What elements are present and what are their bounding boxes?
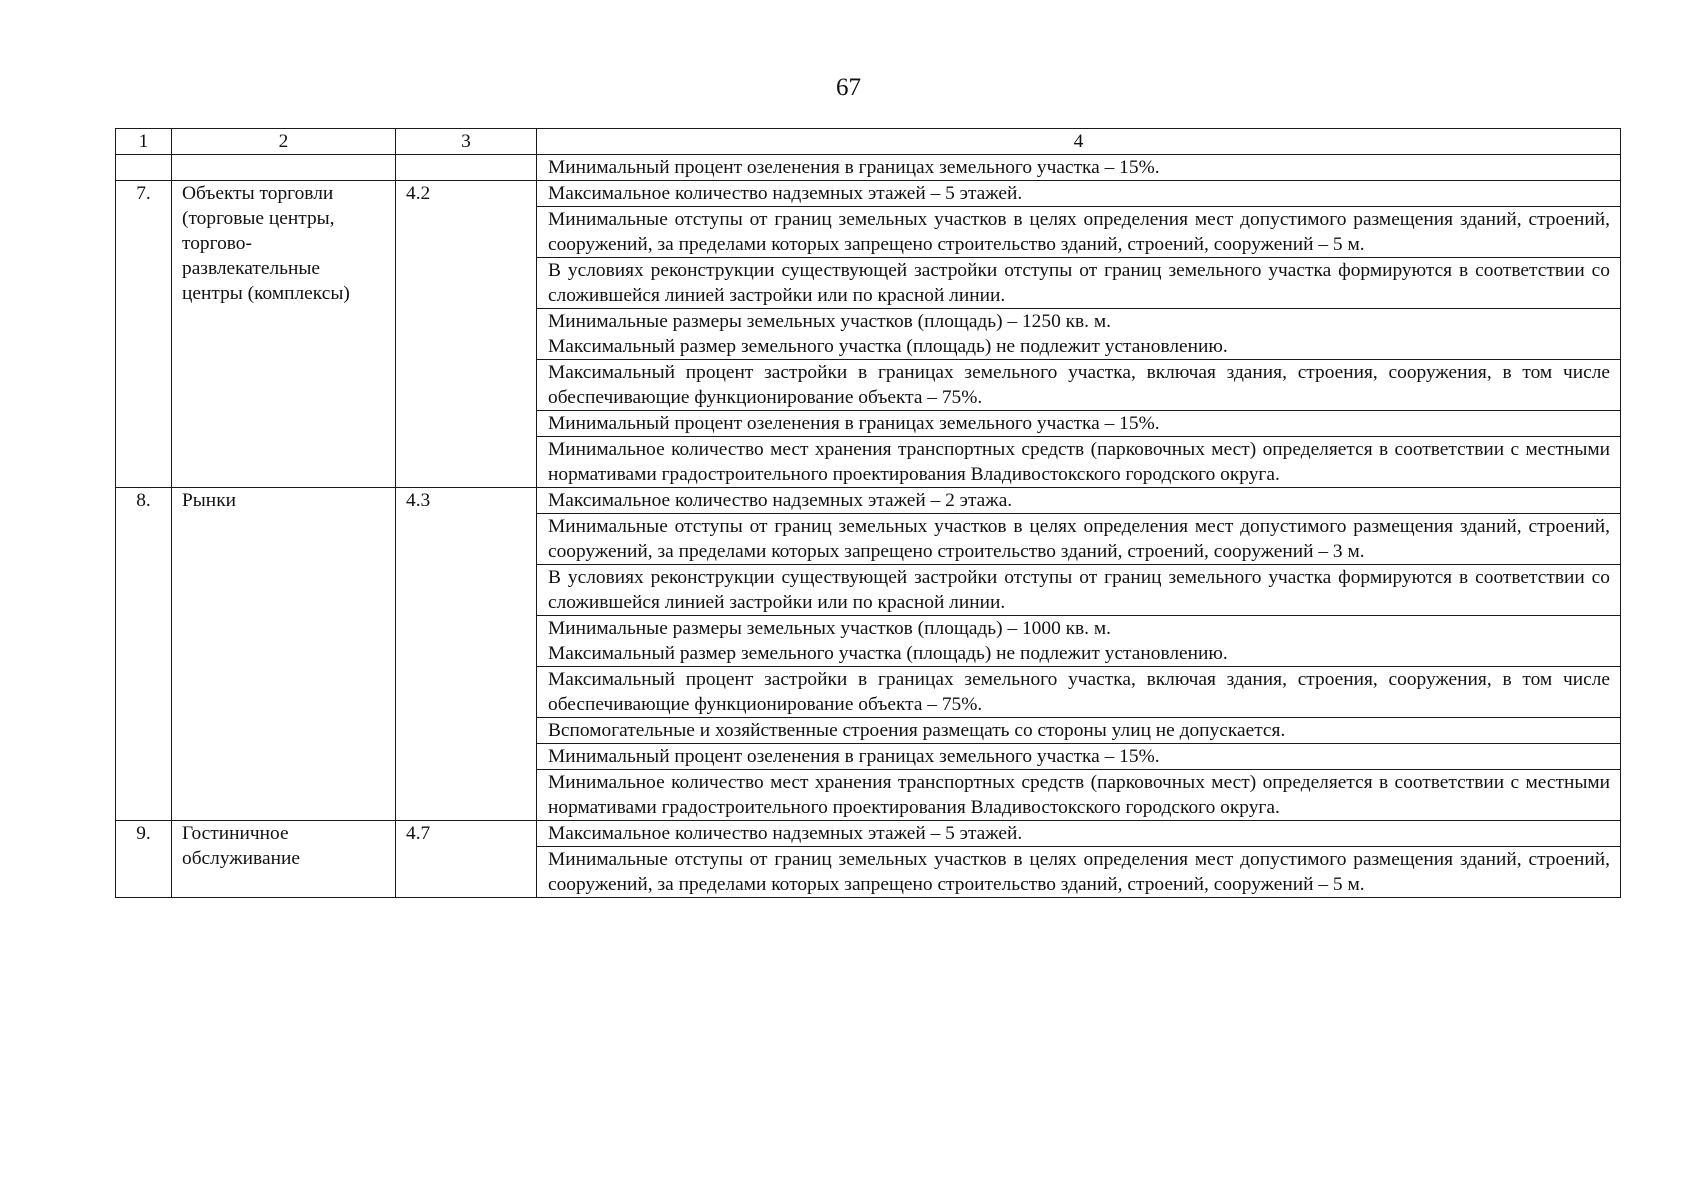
parameter-cell: Максимальное количество надземных этажей – 5 этажей.: [537, 181, 1621, 207]
code-cell: [396, 155, 537, 181]
table-row: [116, 821, 1621, 847]
parameter-cell: [537, 616, 1621, 667]
row-number-cell: [116, 155, 172, 181]
parameter-cell: В условиях реконструкции существующей застройки отступы от границ земельного участка формируются в соответствии со сложившейся линией застройки или по красной линии.: [537, 258, 1621, 309]
parameter-cell: Минимальное количество мест хранения транспортных средств (парковочных мест) определяется в соответствии с местными нормативами градостроительного проектирования Владивостокского городского округа.: [537, 437, 1621, 488]
row-number-cell: 8.: [116, 488, 172, 821]
parameter-cell: Минимальные отступы от границ земельных участков в целях определения мест допустимого размещения зданий, строений, сооружений, за пределами которых запрещено строительство зданий, строений, сооружений – 3 м.: [537, 514, 1621, 565]
parameter-line: Минимальные размеры земельных участков (площадь) – 1000 кв. м.: [548, 618, 1111, 639]
parameter-cell: Минимальный процент озеленения в границах земельного участка – 15%.: [537, 411, 1621, 437]
page-number: 67: [836, 74, 861, 101]
code-cell: 4.3: [396, 488, 537, 821]
table-row: [116, 155, 1621, 181]
parameter-cell: Максимальное количество надземных этажей – 2 этажа.: [537, 488, 1621, 514]
regulations-table: [115, 128, 1621, 898]
object-name-cell: Объекты торговли (торговые центры, торгово-развлекательные центры (комплексы): [172, 181, 396, 488]
parameter-cell: Минимальный процент озеленения в границах земельного участка – 15%.: [537, 155, 1621, 181]
parameter-cell: Минимальный процент озеленения в границах земельного участка – 15%.: [537, 744, 1621, 770]
parameter-line: Минимальные размеры земельных участков (площадь) – 1250 кв. м.: [548, 311, 1111, 332]
column-header-3: 3: [396, 129, 537, 155]
parameter-cell: [537, 309, 1621, 360]
column-header-2: 2: [172, 129, 396, 155]
object-name-cell: Рынки: [172, 488, 396, 821]
object-name-cell: Гостиничное обслуживание: [172, 821, 396, 898]
code-cell: 4.2: [396, 181, 537, 488]
parameter-cell: Минимальные отступы от границ земельных участков в целях определения мест допустимого размещения зданий, строений, сооружений, за пределами которых запрещено строительство зданий, строений, сооружений – 5 м.: [537, 207, 1621, 258]
code-cell: 4.7: [396, 821, 537, 898]
parameter-cell: Максимальный процент застройки в границах земельного участка, включая здания, строения, сооружения, в том числе обеспечивающие функционирование объекта – 75%.: [537, 667, 1621, 718]
parameter-cell: Максимальное количество надземных этажей – 5 этажей.: [537, 821, 1621, 847]
parameter-cell: Минимальные отступы от границ земельных участков в целях определения мест допустимого размещения зданий, строений, сооружений, за пределами которых запрещено строительство зданий, строений, сооружений – 5 м.: [537, 847, 1621, 898]
row-number-cell: 7.: [116, 181, 172, 488]
row-number-cell: 9.: [116, 821, 172, 898]
parameter-cell: Минимальное количество мест хранения транспортных средств (парковочных мест) определяется в соответствии с местными нормативами градостроительного проектирования Владивостокского городского округа.: [537, 770, 1621, 821]
table-row: [116, 488, 1621, 514]
parameter-line: Максимальный размер земельного участка (площадь) не подлежит установлению.: [548, 336, 1228, 357]
parameter-cell: В условиях реконструкции существующей застройки отступы от границ земельного участка формируются в соответствии со сложившейся линией застройки или по красной линии.: [537, 565, 1621, 616]
table-header-row: [116, 129, 1621, 155]
parameter-line: Максимальный размер земельного участка (площадь) не подлежит установлению.: [548, 643, 1228, 664]
column-header-4: 4: [537, 129, 1621, 155]
parameter-cell: Вспомогательные и хозяйственные строения размещать со стороны улиц не допускается.: [537, 718, 1621, 744]
parameter-cell: Максимальный процент застройки в границах земельного участка, включая здания, строения, сооружения, в том числе обеспечивающие функционирование объекта – 75%.: [537, 360, 1621, 411]
column-header-1: 1: [116, 129, 172, 155]
object-name-cell: [172, 155, 396, 181]
table-row: [116, 181, 1621, 207]
